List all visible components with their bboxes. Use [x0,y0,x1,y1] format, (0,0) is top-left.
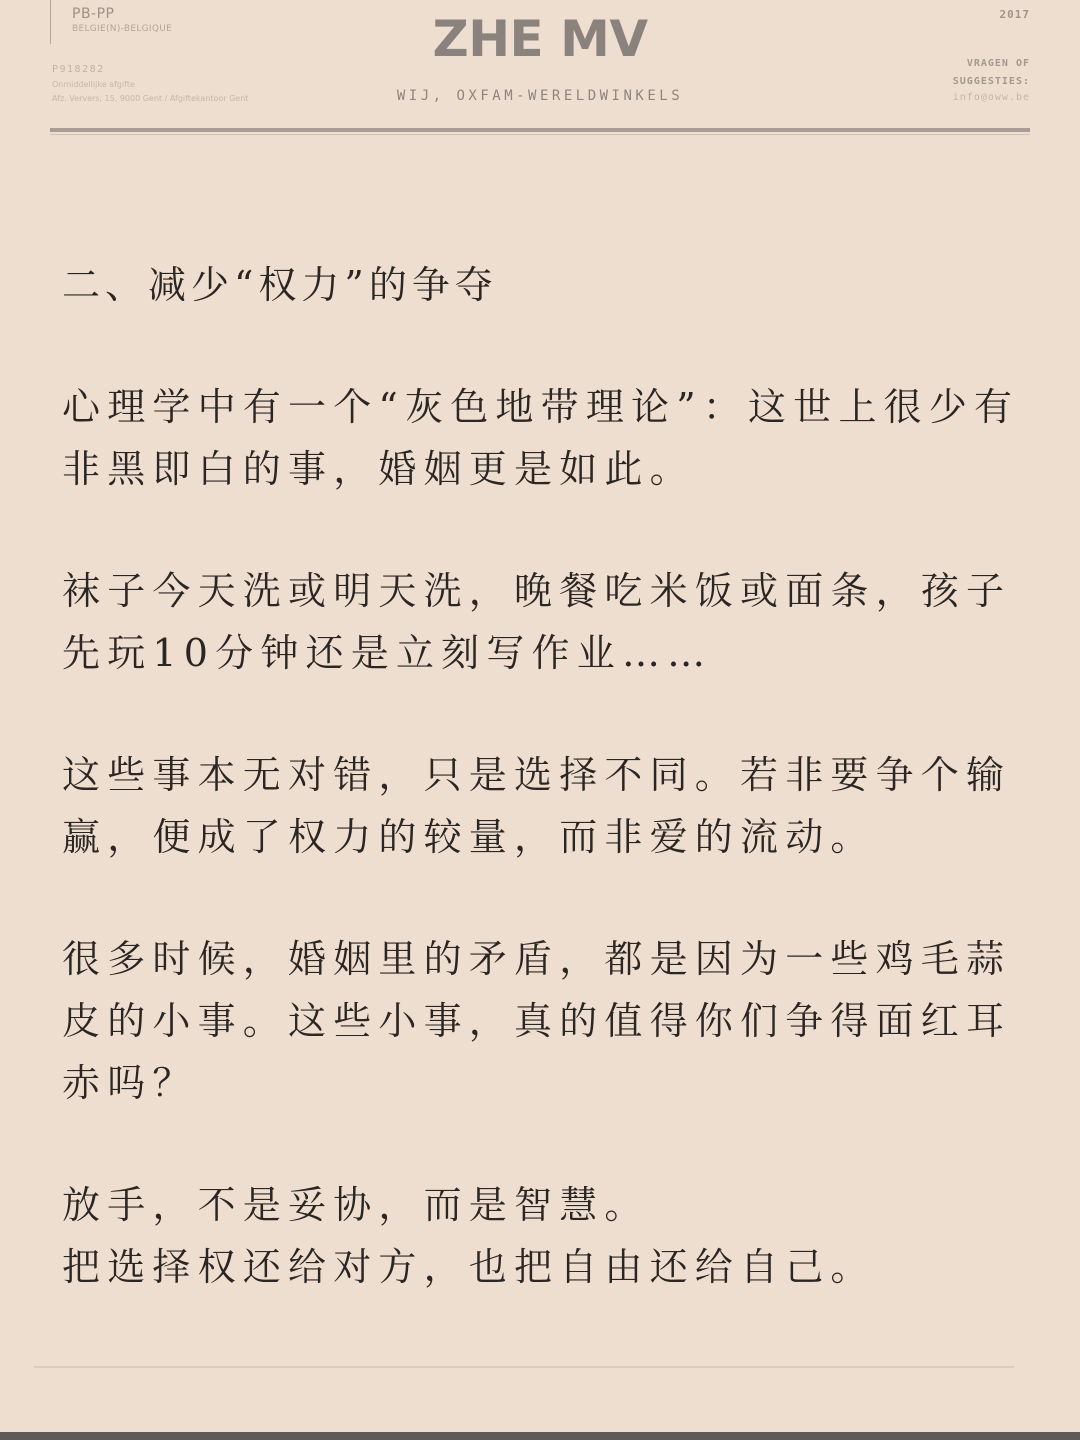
bottom-edge-bar [0,1432,1080,1440]
paragraph [62,928,1022,1114]
header-rule-thin [50,134,1030,135]
paragraph-line: 这些事本无对错，只是选择不同。若非要争个输 [62,753,1012,797]
brand-subtitle: WIJ, OXFAM-WERELDWINKELS [396,88,684,104]
paragraph-line: 很多时候，婚姻里的矛盾，都是因为一些鸡毛蒜 [62,937,1012,981]
paragraph [62,1174,1022,1298]
issue-year: 2017 [999,8,1030,21]
letterhead [0,0,1080,140]
sender-note: Onmiddellijke afgifte [52,80,135,89]
paragraph [62,744,1022,868]
postage-code: PB-PP [72,6,115,22]
paragraph-line: 皮的小事。这些小事，真的值得你们争得面红耳 [62,999,1012,1043]
paragraph-line: 赢，便成了权力的较量，而非爱的流动。 [62,815,876,859]
footer-rule [34,1366,1014,1368]
paragraph-line: 先玩10分钟还是立刻写作业…… [62,631,713,675]
section-heading: 二、减少“权力”的争夺 [62,263,498,307]
registration-number: P918282 [52,64,105,75]
paragraph-line: 放手，不是妥协，而是智慧。 [62,1183,650,1227]
sender-address: Afz. Ververs, 15, 9000 Gent / Afgiftekantoor Gent [52,94,249,103]
contact-email: info@oww.be [952,92,1030,103]
postage-country: BELGIE(N)-BELGIQUE [72,24,173,34]
paragraph-line: 非黑即白的事，婚姻更是如此。 [62,447,695,491]
contact-label-2: SUGGESTIES: [952,76,1030,87]
paragraph-line: 袜子今天洗或明天洗，晚餐吃米饭或面条，孩子 [62,569,1012,613]
header-rule [50,128,1030,132]
paragraph [62,376,1022,500]
article-body [62,254,1022,1358]
paragraph-line: 心理学中有一个“灰色地带理论”：这世上很少有 [62,385,1020,429]
paragraph-line: 把选择权还给对方，也把自由还给自己。 [62,1245,876,1289]
contact-label-1: VRAGEN OF [966,58,1030,69]
paragraph-line: 赤吗？ [62,1061,198,1105]
brand-title: ZHE MV [432,10,648,68]
paragraph [62,560,1022,684]
